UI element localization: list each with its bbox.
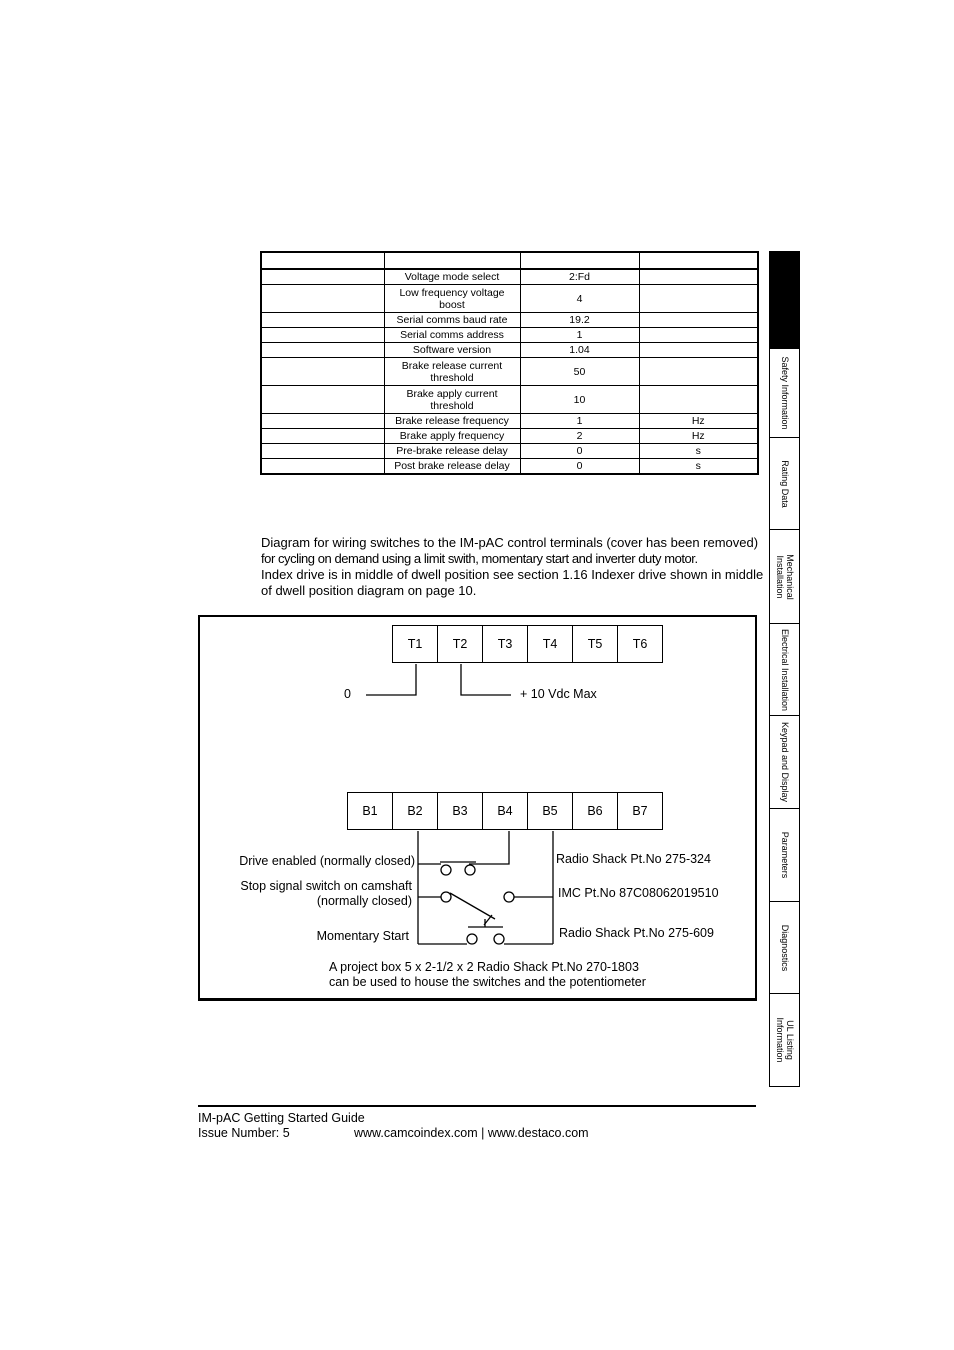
table-cell-value: 50 [520, 358, 639, 386]
terminal-b6: B6 [572, 792, 618, 830]
table-header-row [261, 252, 758, 269]
table-cell-param [261, 285, 384, 313]
chapter-tabs [769, 251, 800, 1087]
chapter-tab[interactable] [769, 809, 800, 902]
current-chapter-tab[interactable] [769, 251, 800, 349]
table-cell-value: 1 [520, 328, 639, 343]
table-cell-param [261, 429, 384, 444]
table-cell-unit: s [639, 444, 758, 459]
chapter-tab-label: Keypad and Display [779, 721, 790, 803]
website-links: www.camcoindex.com | www.destaco.com [354, 1126, 589, 1140]
table-cell-value: 2 [520, 429, 639, 444]
description-line: Diagram for wiring switches to the IM-pAC control terminals (cover has been removed) [261, 535, 759, 550]
terminal-b7: B7 [617, 792, 663, 830]
chapter-tab-label: Electrical Installation [779, 628, 790, 711]
terminal-t2: T2 [437, 625, 483, 663]
table-cell-value: 2:Fd [520, 269, 639, 285]
table-cell-value: 19.2 [520, 313, 639, 328]
description-line: for cycling on demand using a limit swith, momentary start and inverter duty motor. [261, 551, 698, 566]
table-cell-name: Low frequency voltage boost [384, 285, 520, 313]
table-cell-unit [639, 269, 758, 285]
terminal-t1: T1 [392, 625, 438, 663]
terminal-t5: T5 [572, 625, 618, 663]
terminal-b4: B4 [482, 792, 528, 830]
chapter-tab[interactable] [769, 994, 800, 1087]
chapter-tab[interactable] [769, 438, 800, 530]
note-line2: can be used to house the switches and the potentiometer [329, 975, 646, 989]
diagram-description [261, 535, 764, 599]
table-cell-name: Serial comms baud rate [384, 313, 520, 328]
table-cell-value: 10 [520, 386, 639, 414]
wiring-diagram [198, 615, 757, 1001]
table-cell-param [261, 444, 384, 459]
table-row [261, 444, 758, 459]
chapter-tab-label: Safety Information [779, 356, 790, 430]
table-cell-name: Serial comms address [384, 328, 520, 343]
table-cell-param [261, 328, 384, 343]
part-number-3: Radio Shack Pt.No 275-609 [559, 926, 714, 940]
chapter-tab[interactable] [769, 349, 800, 438]
terminal-t6: T6 [617, 625, 663, 663]
chapter-tab[interactable] [769, 624, 800, 716]
chapter-tab-label: Rating Data [779, 459, 790, 508]
momentary-start-label: Momentary Start [316, 929, 409, 943]
table-row [261, 459, 758, 475]
top-terminal-strip [393, 625, 663, 663]
table-row [261, 386, 758, 414]
chapter-tab-label: Mechanical Installation [774, 553, 795, 600]
stop-signal-line1: Stop signal switch on camshaft [240, 879, 412, 893]
issue-number: Issue Number: 5 [198, 1126, 290, 1140]
drive-enabled-label: Drive enabled (normally closed) [239, 854, 415, 868]
chapter-tab[interactable] [769, 530, 800, 624]
table-cell-name: Pre-brake release delay [384, 444, 520, 459]
table-cell-unit [639, 328, 758, 343]
table-row [261, 414, 758, 429]
table-cell-unit [639, 343, 758, 358]
table-cell-unit [639, 313, 758, 328]
chapter-tab[interactable] [769, 716, 800, 809]
terminal-t3: T3 [482, 625, 528, 663]
table-header-cell [384, 252, 520, 269]
table-cell-name: Brake apply frequency [384, 429, 520, 444]
table-cell-param [261, 269, 384, 285]
table-cell-unit: Hz [639, 429, 758, 444]
table-header-cell [520, 252, 639, 269]
part-number-1: Radio Shack Pt.No 275-324 [556, 852, 711, 866]
table-cell-value: 4 [520, 285, 639, 313]
chapter-tab[interactable] [769, 902, 800, 994]
table-cell-name: Brake release current threshold [384, 358, 520, 386]
terminal-b5: B5 [527, 792, 573, 830]
table-cell-name: Post brake release delay [384, 459, 520, 475]
project-box-note [329, 960, 646, 990]
part-number-2: IMC Pt.No 87C08062019510 [558, 886, 719, 900]
stop-signal-label [240, 879, 412, 909]
bottom-terminal-strip [348, 792, 663, 830]
table-row [261, 358, 758, 386]
chapter-tab-label: UL Listing Information [774, 1017, 795, 1063]
table-row [261, 269, 758, 285]
description-line: Index drive is in middle of dwell position see section 1.16 Indexer drive shown in middle [261, 567, 764, 582]
table-header-cell [261, 252, 384, 269]
table-cell-name: Brake release frequency [384, 414, 520, 429]
table-cell-value: 1 [520, 414, 639, 429]
table-cell-param [261, 343, 384, 358]
note-line1: A project box 5 x 2-1/2 x 2 Radio Shack Pt.No 270-1803 [329, 960, 639, 974]
table-cell-unit [639, 386, 758, 414]
footer-rule [198, 1105, 756, 1107]
table-cell-value: 0 [520, 444, 639, 459]
table-cell-param [261, 414, 384, 429]
table-row [261, 328, 758, 343]
terminal-b1: B1 [347, 792, 393, 830]
table-row [261, 343, 758, 358]
terminal-b2: B2 [392, 792, 438, 830]
table-cell-name: Software version [384, 343, 520, 358]
table-row [261, 429, 758, 444]
table-cell-param [261, 313, 384, 328]
table-cell-value: 0 [520, 459, 639, 475]
parameter-table [260, 251, 759, 475]
zero-volt-label: 0 [344, 687, 351, 701]
table-cell-unit [639, 285, 758, 313]
table-cell-unit [639, 358, 758, 386]
table-cell-name: Voltage mode select [384, 269, 520, 285]
description-line: of dwell position diagram on page 10. [261, 583, 477, 598]
table-cell-name: Brake apply current threshold [384, 386, 520, 414]
table-cell-param [261, 358, 384, 386]
table-row [261, 285, 758, 313]
stop-signal-line2: (normally closed) [316, 894, 412, 908]
table-cell-param [261, 386, 384, 414]
table-header-cell [639, 252, 758, 269]
terminal-b3: B3 [437, 792, 483, 830]
table-cell-unit: s [639, 459, 758, 475]
table-cell-param [261, 459, 384, 475]
table-cell-unit: Hz [639, 414, 758, 429]
max-voltage-label: + 10 Vdc Max [520, 687, 597, 701]
guide-title: IM-pAC Getting Started Guide [198, 1111, 365, 1125]
chapter-tab-label: Diagnostics [779, 924, 790, 971]
terminal-t4: T4 [527, 625, 573, 663]
table-row [261, 313, 758, 328]
chapter-tab-label: Parameters [779, 831, 790, 879]
table-cell-value: 1.04 [520, 343, 639, 358]
